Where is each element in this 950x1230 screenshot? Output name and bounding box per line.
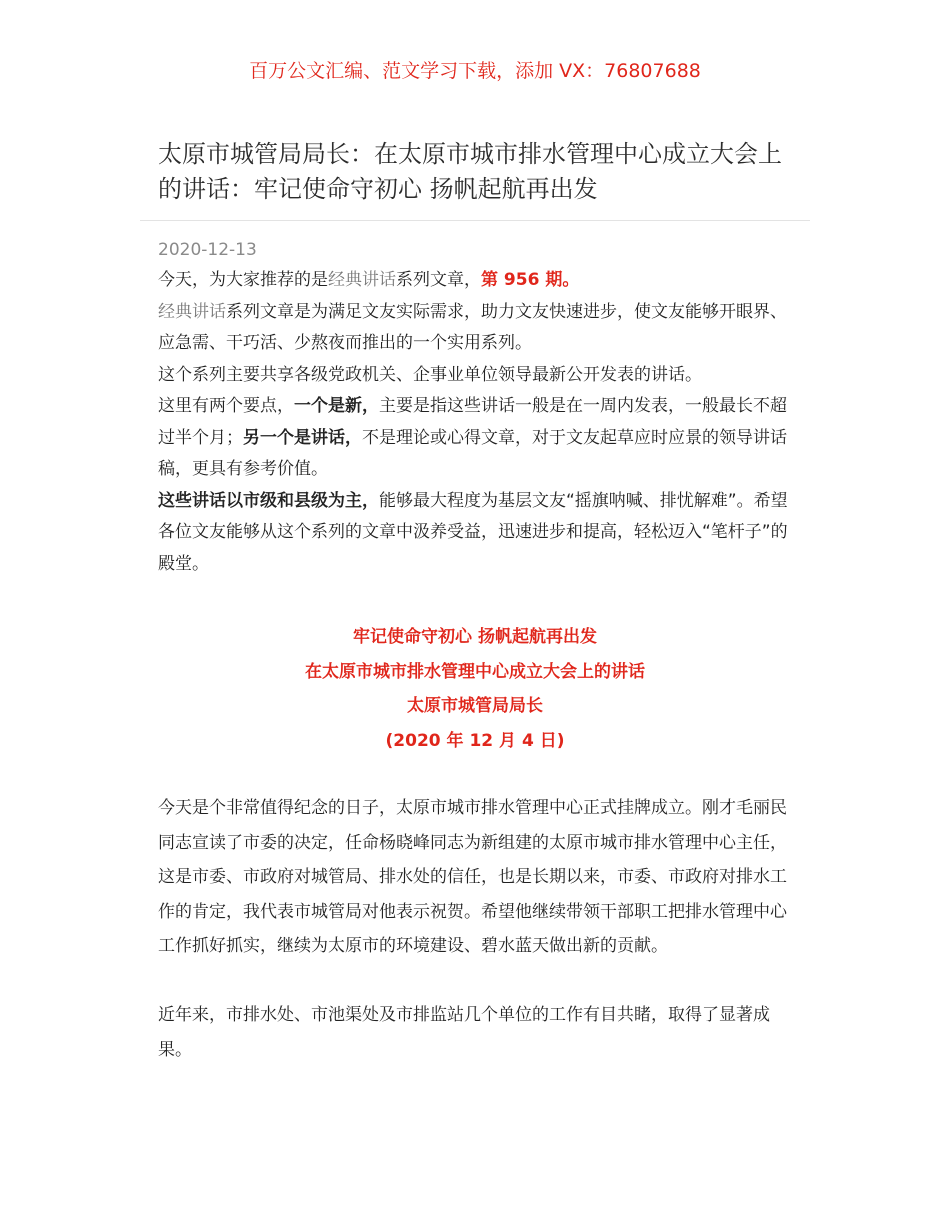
speech-title: 牢记使命守初心 扬帆起航再出发 — [353, 627, 597, 647]
speech-subtitle: 在太原市城市排水管理中心成立大会上的讲话 — [305, 661, 645, 682]
intro-text: 今天，为大家推荐的是 — [158, 270, 328, 290]
intro-paragraph-1 — [158, 265, 798, 297]
speaker: 太原市城管局局长 — [407, 696, 543, 716]
speech-heading — [0, 620, 950, 758]
intro-text: 能够最大程度为基层文友“摇旗呐喊、排忧解难”。希望各位文友能够从这个系列的文章中汲养受益，迅速进步和提高，轻松迈入“笔杆子”的殿堂。 — [158, 490, 788, 574]
promo-banner: 百万公文汇编、范文学习下载，添加 VX：76807688 — [249, 60, 701, 82]
key-point-speech: 另一个是讲话， — [243, 427, 362, 448]
issue-number: 第 956 期。 — [481, 270, 580, 290]
series-name: 经典讲话 — [158, 301, 226, 322]
key-point-level: 这些讲话以市级和县级为主， — [158, 490, 379, 511]
intro-paragraph-2 — [158, 297, 798, 360]
speech-date: (2020 年 12 月 4 日) — [385, 730, 565, 751]
intro-paragraph-4 — [158, 391, 798, 486]
key-point-new: 一个是新， — [294, 396, 379, 416]
body-paragraph: 今天是个非常值得纪念的日子，太原市城市排水管理中心正式挂牌成立。刚才毛丽民同志宣读了市委的决定，任命杨晓峰同志为新组建的太原市城市排水管理中心主任，这是市委、市政府对城管局、排水处的信任，也是长期以来，市委、市政府对排水工作的肯定，我代表市城管局对他表示祝贺。希望他继续带领干部职工把排水管理中心工作抓好抓实，继续为太原市的环境建设、碧水蓝天做出新的贡献。 — [158, 798, 787, 956]
series-name: 经典讲话 — [328, 270, 396, 290]
speech-body — [158, 791, 798, 1102]
intro-text: 主要是指这些讲话一般是在一周内发表，一般最长不超过半个月； — [158, 396, 787, 448]
intro-text: 不是理论或心得文章，对于文友起草应时应景的领导讲话稿，更具有参考价值。 — [158, 427, 787, 479]
title-divider — [140, 220, 810, 221]
intro-section — [158, 265, 798, 580]
intro-text: 系列文章， — [396, 270, 481, 290]
body-paragraph: 近年来，市排水处、市池渠处及市排监站几个单位的工作有目共睹，取得了显著成果。 — [158, 1005, 770, 1060]
intro-text: 这里有两个要点， — [158, 396, 294, 416]
publish-date: 2020-12-13 — [158, 240, 257, 260]
intro-paragraph-3: 这个系列主要共享各级党政机关、企事业单位领导最新公开发表的讲话。 — [158, 364, 702, 385]
intro-text: 系列文章是为满足文友实际需求，助力文友快速进步，使文友能够开眼界、应急需、干巧活、少熬夜而推出的一个实用系列。 — [158, 301, 787, 353]
intro-paragraph-5 — [158, 486, 798, 581]
article-title: 太原市城管局局长：在太原市城市排水管理中心成立大会上的讲话：牢记使命守初心 扬帆起航再出发 — [158, 140, 782, 203]
